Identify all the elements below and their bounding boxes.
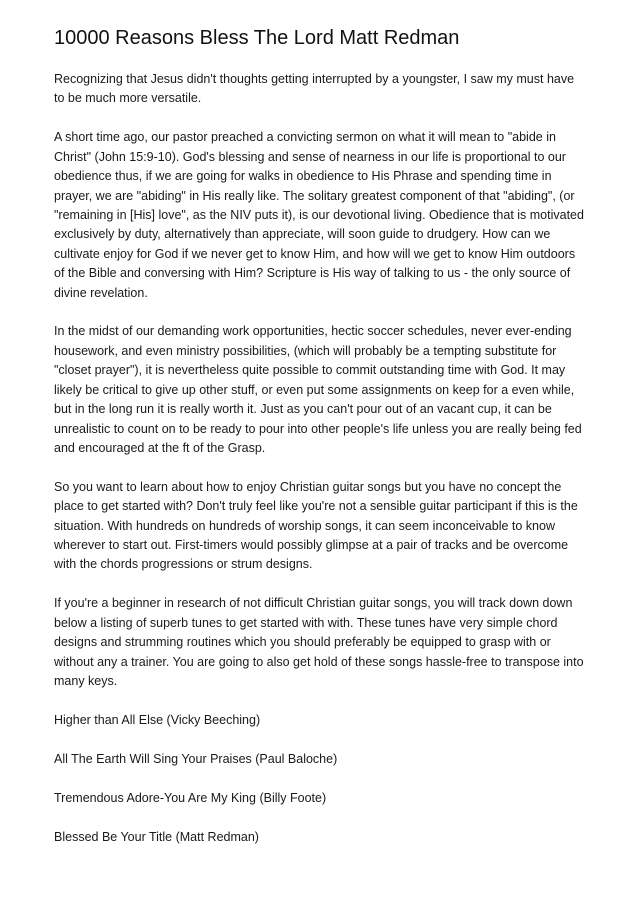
- song-item: Blessed Be Your Title (Matt Redman): [54, 829, 259, 844]
- document-title: 10000 Reasons Bless The Lord Matt Redman: [54, 27, 460, 49]
- song-item: Tremendous Adore-You Are My King (Billy Foote): [54, 790, 327, 805]
- paragraph-guitar-songs: So you want to learn about how to enjoy Christian guitar songs but you have no concept the place to get started with? Don't truly feel like you're not a sensible guitar participant if this is the situation. With hundreds on hundreds of worship songs, it can seem inconceivable to know wherever to start out. First-timers would possibly glimpse at a pair of tracks and be overcome with the chords progressions or strum designs.: [54, 479, 578, 572]
- paragraph-intro: Recognizing that Jesus didn't thoughts getting interrupted by a youngster, I saw my must have to be much more versatile.: [54, 72, 575, 106]
- paragraph-abide: A short time ago, our pastor preached a convicting sermon on what it will mean to "abide in Christ" (John 15:9-10). God's blessing and sense of nearness in our life is proportional to our obedience thus, if we are going for walks in obedience to His Phrase and spending time in prayer, we are "abiding" in His really like. The solitary greatest component of that "abiding", (or "remaining in [His] love", as the NIV puts it), is our devotional living. Obedience that is motivated exclusively by duty, alternatively than appreciate, will soon guide to drudgery. How can we cultivate enjoy for God if we never get to know Him, and how will we get to know Him outdoors of the Bible and conversing with Him? Scripture is His way of talking to us - the only source of divine revelation.: [54, 130, 584, 300]
- song-item: All The Earth Will Sing Your Praises (Paul Baloche): [54, 751, 338, 766]
- paragraph-beginner: If you're a beginner in research of not difficult Christian guitar songs, you will track down down below a listing of superb tunes to get started with with. These tunes have very simple chord designs and strumming routines which you should preferably be equipped to grasp with or without any a trainer. You are going to also get hold of these songs hassle-free to transpose into many keys.: [54, 596, 584, 688]
- song-item: Higher than All Else (Vicky Beeching): [54, 712, 261, 727]
- paragraph-quality-time: In the midst of our demanding work opportunities, hectic soccer schedules, never ever-ending housework, and even ministry possibilities, (which will probably be a tempting substitute for "closet prayer"), it is nevertheless quite possible to commit outstanding time with God. It may likely be critical to give up other stuff, or even put some assignments on keep for a even while, but in the long run it is really worth it. Just as you can't pour out of an vacant cup, it can be unrealistic to count on to be ready to pour into other people's life unless you are really being fed and encouraged at the ft of the Grasp.: [54, 324, 582, 455]
- document-page: [54, 26, 586, 867]
